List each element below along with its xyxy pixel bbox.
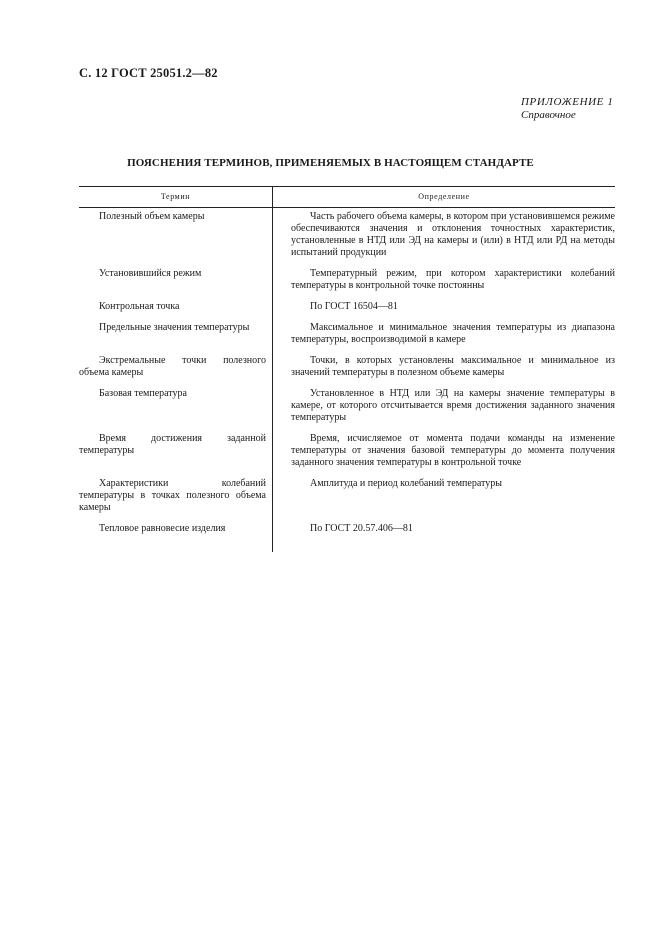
definition-cell: Точки, в которых установлены максимальное и минимальное из значений температуры в полезном объеме камеры	[291, 355, 615, 378]
term-cell: Время достижения заданной температуры	[79, 433, 266, 456]
table-row	[79, 301, 615, 313]
table-row	[79, 478, 615, 514]
document-title: ПОЯСНЕНИЯ ТЕРМИНОВ, ПРИМЕНЯЕМЫХ В НАСТОЯЩЕМ СТАНДАРТЕ	[127, 157, 534, 169]
definition-cell: Часть рабочего объема камеры, в котором при установившемся режиме обеспечиваются значения и отклонения точностных характеристик, установленные в НТД или ЭД на камеры и (или) в НТД или РД на методы испытаний продукции	[291, 211, 615, 258]
table-header	[79, 186, 615, 208]
table-row	[79, 208, 615, 259]
term-cell: Базовая температура	[99, 388, 187, 399]
appendix-title: ПРИЛОЖЕНИЕ 1	[521, 96, 614, 108]
appendix-subtitle: Справочное	[521, 109, 576, 121]
term-cell: Характеристики колебаний температуры в точках полезного объема камеры	[79, 478, 266, 513]
column-header-term: Термин	[79, 187, 273, 207]
definition-cell: Температурный режим, при котором характеристики колебаний температуры в контрольной точке постоянны	[291, 268, 615, 291]
table-row	[79, 322, 615, 346]
term-cell: Установившийся режим	[99, 268, 202, 279]
term-cell: Тепловое равновесие изделия	[99, 523, 226, 534]
definition-cell: Максимальное и минимальное значения температуры из диапазона температуры, воспроизводимой в камере	[291, 322, 615, 345]
definition-cell: По ГОСТ 20.57.406—81	[310, 523, 413, 534]
table-row	[79, 523, 615, 535]
table-row	[79, 388, 615, 424]
page-header: С. 12 ГОСТ 25051.2—82	[79, 66, 218, 80]
table-body	[79, 208, 615, 535]
term-cell: Полезный объем камеры	[99, 211, 205, 222]
term-cell: Контрольная точка	[99, 301, 180, 312]
table-row	[79, 433, 615, 469]
term-cell: Предельные значения температуры	[99, 322, 250, 333]
term-cell: Экстремальные точки полезного объема камеры	[79, 355, 266, 378]
column-header-definition: Определение	[418, 192, 470, 201]
terms-table	[79, 186, 615, 535]
table-row	[79, 268, 615, 292]
definition-cell: По ГОСТ 16504—81	[310, 301, 398, 312]
definition-cell: Амплитуда и период колебаний температуры	[310, 478, 502, 489]
appendix-label	[521, 96, 613, 122]
definition-cell: Время, исчисляемое от момента подачи команды на изменение температуры от значения базовой температуры до момента получения заданного значения температуры в контрольной точке	[291, 433, 615, 468]
definition-cell: Установленное в НТД или ЭД на камеры значение температуры в камере, от которого отсчитывается время достижения заданного значения температуры	[291, 388, 615, 423]
table-row	[79, 355, 615, 379]
